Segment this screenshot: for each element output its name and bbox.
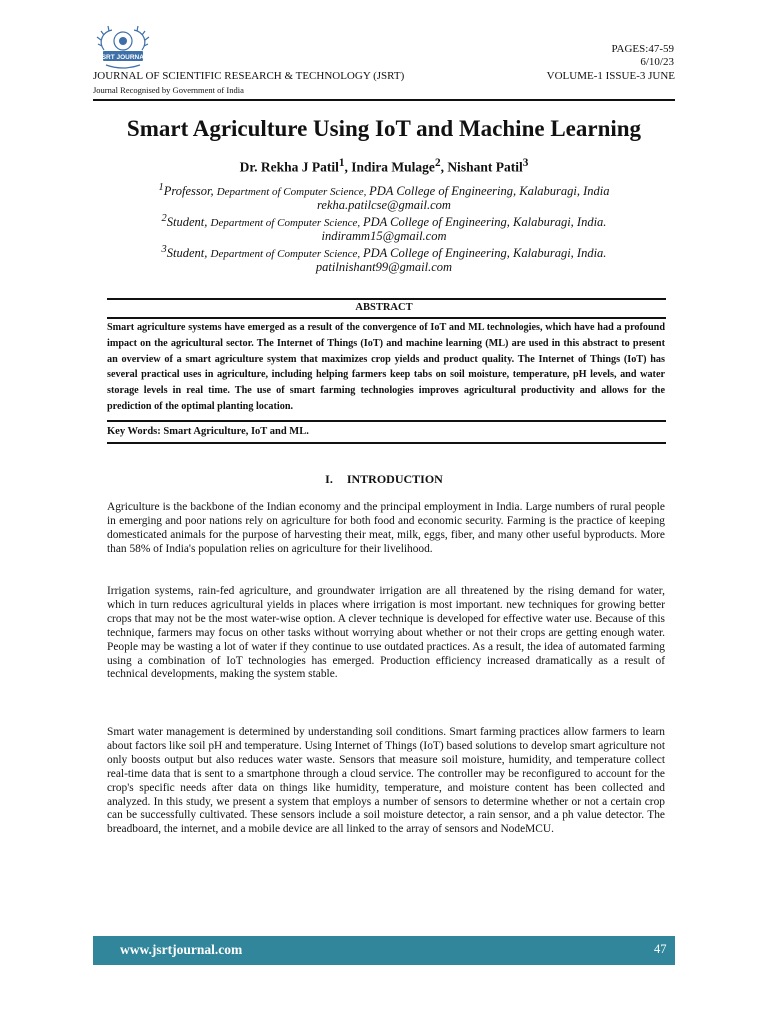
affiliation-dept: Department of Computer Science, [210,248,363,261]
page-range-block [611,43,674,69]
affiliation-1 [0,182,768,199]
author-name: Indira Mulage [351,159,435,175]
abstract-rule-top [107,298,666,300]
journal-website-link[interactable]: www.jsrtjournal.com [120,942,243,957]
keywords: Key Words: Smart Agriculture, IoT and ML. [107,426,309,437]
author-affiliation-mark: 3 [522,157,529,169]
author-separator: , [344,159,352,175]
author-separator: , [440,159,448,175]
page-range: PAGES:47-59 [611,43,674,55]
publication-date: 6/10/23 [640,56,674,68]
author-email-2: indiramm15@gmail.com [321,229,447,243]
page-number: 47 [654,942,667,956]
journal-logo-emblem [94,24,152,72]
body-paragraph: Agriculture is the backbone of the Indian economy and the principal employment in India. Large numbers of rural people in emerging and poor nations rely on agriculture for both food and economic security. Farming is the practice of keeping domesticated animals for the purpose of harvesting their meat, milk, eggs, fiber, and many other useful byproducts. More than 58% of India's population relies on agriculture for their livelihood. [107,501,665,555]
abstract-heading: ABSTRACT [355,302,413,313]
affiliation-dept: Department of Computer Science, [210,217,363,230]
body-paragraph: Irrigation systems, rain-fed agriculture, and groundwater irrigation are all threatened by the rising demand for water, which in turn reduces agricultural yields in places where irrigation is most important. new techniques for growing better crops that may not be the most water-wise option. A clever technique is developed for effective water use. Because of this technique, farmers may focus on other tasks without worrying about whether or not their crops are getting enough water. People may be wasting a lot of water if they continue to use outdated practices. As a result, the idea of automated farming using a combination of IoT technologies has emerged. Production efficiency increased dramatically as a result of technical developments, making the system stable. [107,585,665,681]
body-paragraph: Smart water management is determined by understanding soil conditions. Smart farming practices allow farmers to learn about factors like soil pH and temperature. Using Internet of Things (IoT) based solutions to develop smart agriculture not only boosts output but also reduces water waste. Sensors that measure soil moisture, humidity, and temperature collect real-time data that is sent to a smartphone through a cloud service. The controller may be reconfigured to account for the crop's specific needs after data on things like humidity, temperature, and moisture content has been collected and analyzed. In this study, we present a system that employs a number of sensors to determine whether or not a certain crop can be successfully cultivated. These sensors include a soil moisture detector, a rain sensor, and a ph value detector. The breadboard, the internet, and a mobile device are all linked to the array of sensors and NodeMCU. [107,726,665,836]
author-affiliation-mark: 1 [338,157,345,169]
affiliation-mark: 1 [158,182,164,193]
section-number: I. [325,472,333,486]
author-list [0,157,768,176]
header-divider [93,99,675,101]
author-email-1: rekha.patilcse@gmail.com [317,198,451,212]
abstract-rule-mid [107,317,666,319]
author-affiliation-mark: 2 [434,157,441,169]
affiliation-college: PDA College of Engineering, Kalaburagi, India. [362,246,607,261]
author-name: Nishant Patil [447,159,523,175]
keywords-rule-bottom [107,442,666,444]
logo-text: JSRT JOURNAL [98,54,148,61]
section-heading-introduction [0,472,768,487]
journal-recognition: Journal Recognised by Government of India [93,85,244,95]
abstract-text: Smart agriculture systems have emerged as a result of the convergence of IoT and ML technologies, which have had a profound impact on the agricultural sector. The Internet of Things (IoT) and machine learning (ML) are used in this abstract to present an overview of a smart agriculture system that maximizes crop yields and product quality. The Internet of Things (IoT) has several practical uses in agriculture, including helping farmers keep tabs on soil moisture, temperature, pH levels, and water storage levels in real time. The use of smart farming technologies improves agricultural productivity and allows for the prediction of the optimal planting location. [107,322,665,412]
author-name: Dr. Rekha J Patil [239,159,339,175]
affiliation-college: PDA College of Engineering, Kalaburagi, India. [362,215,607,230]
section-title: INTRODUCTION [346,472,443,486]
journal-name: JOURNAL OF SCIENTIFIC RESEARCH & TECHNOLOGY (JSRT) [93,70,405,82]
affiliation-dept: Department of Computer Science, [216,186,370,199]
affiliation-3 [0,244,768,261]
affiliation-college: PDA College of Engineering, Kalaburagi, India [369,184,610,199]
paper-title: Smart Agriculture Using IoT and Machine Learning [126,116,642,141]
author-email-3: patilnishant99@gmail.com [315,260,453,274]
affiliation-2 [0,213,768,230]
affiliation-role: Professor, [163,184,217,199]
journal-logo [94,24,152,72]
keywords-rule-top [107,420,666,422]
affiliation-role: Student, [166,215,211,230]
affiliation-mark: 2 [161,213,167,224]
volume-issue: VOLUME-1 ISSUE-3 JUNE [546,70,675,82]
affiliation-mark: 3 [161,244,167,255]
affiliation-role: Student, [166,246,211,261]
